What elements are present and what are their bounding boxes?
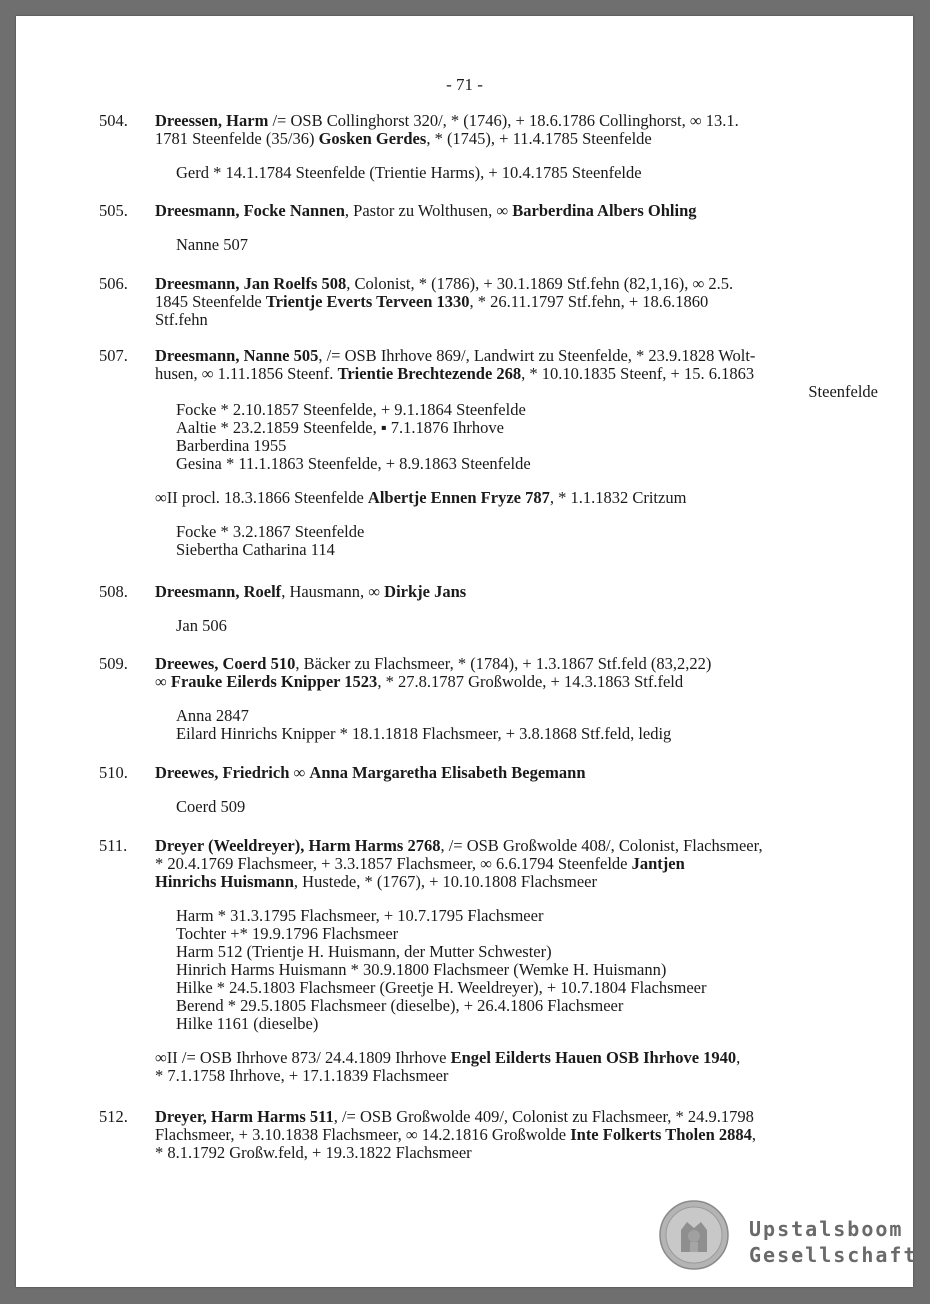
entry-number: 510. bbox=[99, 763, 128, 782]
child-line: Eilard Hinrichs Knipper * 18.1.1818 Flachsmeer, + 3.8.1868 Stf.feld, ledig bbox=[176, 724, 672, 743]
child-line: Harm 512 (Trientje H. Huismann, der Mutter Schwester) bbox=[176, 942, 552, 961]
entry-512 bbox=[99, 1108, 874, 1162]
entry-text: Dreyer (Weeldreyer), Harm Harms 2768, /= OSB Großwolde 408/, Colonist, Flachsmeer, * 20.4.1769 Flachsmeer, + 3.3.1857 Flachsmeer, ∞ 6.6.1794 Steenfelde Jantjen Hinrichs Huismann, Hustede, * (1767), + 10.10.1808 Flachsmeer bbox=[155, 836, 763, 891]
child-line: Focke * 2.10.1857 Steenfelde, + 9.1.1864 Steenfelde bbox=[176, 400, 526, 419]
children-list bbox=[176, 798, 874, 816]
entry-number: 507. bbox=[99, 346, 128, 365]
society-logo-text: Upstalsboom Gesellschaft bbox=[749, 1217, 918, 1267]
entry-506 bbox=[99, 275, 874, 329]
seal-logo-icon bbox=[659, 1200, 729, 1270]
child-line: Coerd 509 bbox=[176, 797, 246, 816]
entry-number: 512. bbox=[99, 1107, 128, 1126]
entry-text: Dreesmann, Roelf, Hausmann, ∞ Dirkje Jans bbox=[155, 582, 467, 601]
child-line: Hinrich Harms Huismann * 30.9.1800 Flachsmeer (Wemke H. Huismann) bbox=[176, 960, 667, 979]
entry-511 bbox=[99, 837, 874, 1085]
children-list bbox=[176, 617, 874, 635]
entry-text: Dreesmann, Focke Nannen, Pastor zu Wolthusen, ∞ Barberdina Albers Ohling bbox=[155, 201, 697, 220]
entry-text: Dreewes, Coerd 510, Bäcker zu Flachsmeer, * (1784), + 1.3.1867 Stf.feld (83,2,22) ∞ Frauke Eilerds Knipper 1523, * 27.8.1787 Großwolde, + 14.3.1863 Stf.feld bbox=[155, 654, 712, 691]
children-list-2 bbox=[176, 523, 874, 559]
second-marriage: ∞II /= OSB Ihrhove 873/ 24.4.1809 Ihrhove Engel Eilderts Hauen OSB Ihrhove 1940, * 7.1.1758 Ihrhove, + 17.1.1839 Flachsmeer bbox=[155, 1048, 741, 1085]
child-line: Focke * 3.2.1867 Steenfelde bbox=[176, 522, 365, 541]
entry-text: Dreessen, Harm /= OSB Collinghorst 320/, * (1746), + 18.6.1786 Collinghorst, ∞ 13.1. 1781 Steenfelde (35/36) Gosken Gerdes, * (1745), + 11.4.1785 Steenfelde bbox=[155, 111, 739, 148]
child-line: Harm * 31.3.1795 Flachsmeer, + 10.7.1795 Flachsmeer bbox=[176, 906, 544, 925]
child-line: Hilke * 24.5.1803 Flachsmeer (Greetje H. Weeldreyer), + 10.7.1804 Flachsmeer bbox=[176, 978, 707, 997]
entry-number: 509. bbox=[99, 654, 128, 673]
children-list bbox=[176, 707, 874, 743]
child-line: Jan 506 bbox=[176, 616, 227, 635]
child-line: Siebertha Catharina 114 bbox=[176, 540, 335, 559]
children-list bbox=[176, 401, 874, 473]
child-line: Hilke 1161 (dieselbe) bbox=[176, 1014, 319, 1033]
entry-text: Dreesmann, Nanne 505, /= OSB Ihrhove 869/, Landwirt zu Steenfelde, * 23.9.1828 Wolt- husen, ∞ 1.11.1856 Steenf. Trientie Brechtezende 268, * 10.10.1835 Steenf, + 15. 6.1863 Steenfelde bbox=[155, 346, 878, 401]
page-number: - 71 - bbox=[446, 75, 483, 94]
entry-508 bbox=[99, 583, 874, 635]
entry-number: 505. bbox=[99, 201, 128, 220]
entry-507 bbox=[99, 346, 878, 559]
child-line: Gerd * 14.1.1784 Steenfelde (Trientie Harms), + 10.4.1785 Steenfelde bbox=[176, 163, 642, 182]
entry-number: 504. bbox=[99, 111, 128, 130]
child-line: Gesina * 11.1.1863 Steenfelde, + 8.9.1863 Steenfelde bbox=[176, 454, 531, 473]
children-list bbox=[176, 907, 874, 1033]
document-page bbox=[16, 16, 918, 1287]
entry-text: Dreyer, Harm Harms 511, /= OSB Großwolde 409/, Colonist zu Flachsmeer, * 24.9.1798 Flachsmeer, + 3.10.1838 Flachsmeer, ∞ 14.2.1816 Großwolde Inte Folkerts Tholen 2884, * 8.1.1792 Großw.feld, + 19.3.1822 Flachsmeer bbox=[155, 1107, 757, 1162]
child-line: Barberdina 1955 bbox=[176, 436, 287, 455]
entry-text: Dreewes, Friedrich ∞ Anna Margaretha Elisabeth Begemann bbox=[155, 763, 586, 782]
entry-number: 506. bbox=[99, 274, 128, 293]
child-line: Nanne 507 bbox=[176, 235, 248, 254]
entry-number: 508. bbox=[99, 582, 128, 601]
entry-509 bbox=[99, 655, 874, 743]
children-list bbox=[176, 236, 874, 254]
entry-504 bbox=[99, 112, 874, 182]
child-line: Aaltie * 23.2.1859 Steenfelde, ▪ 7.1.1876 Ihrhove bbox=[176, 418, 504, 437]
children-list bbox=[176, 164, 874, 182]
second-marriage: ∞II procl. 18.3.1866 Steenfelde Albertje Ennen Fryze 787, * 1.1.1832 Critzum bbox=[155, 488, 687, 507]
entry-505 bbox=[99, 202, 874, 254]
child-line: Tochter +* 19.9.1796 Flachsmeer bbox=[176, 924, 399, 943]
child-line: Anna 2847 bbox=[176, 706, 249, 725]
entry-text: Dreesmann, Jan Roelfs 508, Colonist, * (1786), + 30.1.1869 Stf.fehn (82,1,16), ∞ 2.5. 1845 Steenfelde Trientje Everts Terveen 1330, * 26.11.1797 Stf.fehn, + 18.6.1860 Stf.fehn bbox=[155, 274, 734, 329]
entry-510 bbox=[99, 764, 874, 816]
child-line: Berend * 29.5.1805 Flachsmeer (dieselbe), + 26.4.1806 Flachsmeer bbox=[176, 996, 624, 1015]
entry-number: 511. bbox=[99, 836, 128, 855]
